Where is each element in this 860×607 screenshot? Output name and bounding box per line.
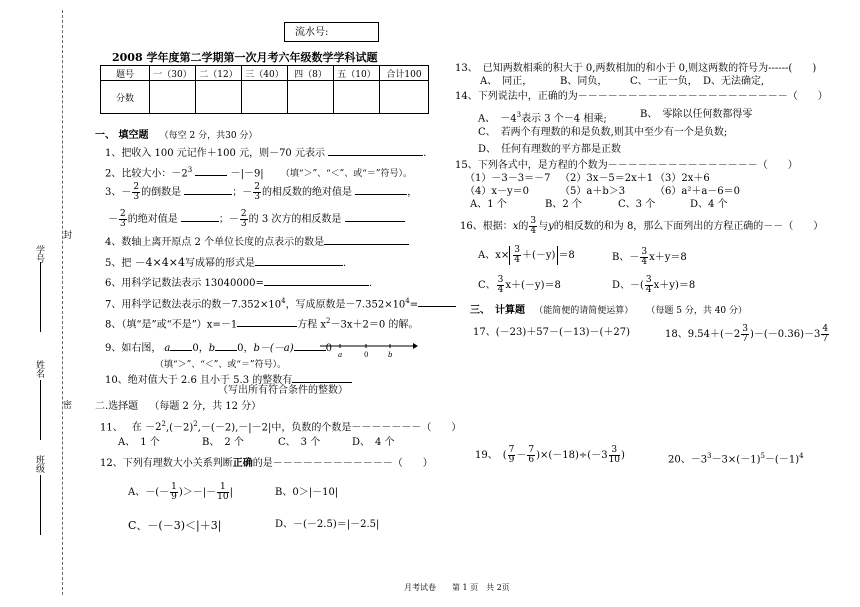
q16-frac-den: 4 (530, 226, 537, 236)
q15-option-c[interactable]: C、3 个 (618, 199, 656, 210)
q19-text-d: ) (621, 450, 625, 461)
q3-blank-2[interactable] (355, 184, 407, 195)
q19-frac-num: 3 (609, 446, 620, 456)
q14-a-text-1: A、 －4 (478, 113, 517, 125)
q16-a-frac (513, 246, 521, 265)
side-line-xuehao (40, 262, 41, 332)
q16-text-a: 16、根据： (460, 221, 513, 232)
q9-blank-2[interactable] (215, 340, 237, 351)
q15-option-d[interactable]: D、4 个 (690, 199, 728, 210)
q5-expr: －4×4×4 (134, 256, 185, 269)
q3-frac-num: 2 (240, 209, 247, 219)
side-label-banji: 班级 (34, 455, 44, 473)
question-3-line2: － $\frac{2}{3}$ 的绝对值是 ；－ $\frac{2}{3}$ 的 3 次方的相反数是 (108, 210, 405, 229)
q11-exp-1: 2 (161, 420, 166, 428)
question-14: 14、下列说法中，正确的为－－－－－－－－－－－－－－－－－－－－－（ ） (455, 91, 828, 102)
q3-frac-a (132, 183, 140, 202)
q19-frac-79 (508, 446, 516, 465)
q5-blank[interactable] (255, 255, 343, 266)
q16-a-text-1: A、x× (478, 250, 510, 261)
q1-text: 1、把收入 100 元记作＋100 元，则－70 元表示 (105, 148, 325, 159)
score-cell[interactable] (150, 81, 196, 114)
q16-option-a[interactable] (478, 246, 575, 265)
score-table (100, 65, 429, 114)
question-17: 17、(－23)＋57－(－13)－(＋27) (473, 327, 631, 338)
q14-a-text-3: 表示 3 个－4 相乘; (521, 113, 607, 125)
q16-c-text-1: C、 (478, 280, 496, 291)
q3-blank-4[interactable] (345, 211, 405, 222)
q5-text-a: 5、把 (105, 258, 132, 269)
q3-frac-c (119, 210, 127, 229)
q2-text: 2、比较大小：－2 (105, 168, 188, 180)
score-cell[interactable] (380, 81, 429, 114)
q8-text-a: 8、（填“是”或“不是”）x=－1 (105, 319, 238, 331)
q9-text-a: 9、如右图， (105, 343, 162, 354)
section3-title: 三、 计算题 (470, 305, 525, 316)
q9-var-b: b (208, 343, 216, 354)
q15-item-5: （5）a＋b＞3 (560, 186, 626, 197)
q3-neg-2: － (242, 187, 253, 198)
q2-exponent: 3 (187, 166, 193, 174)
q8-text-b: 方程 x (297, 319, 327, 331)
q16-d-text-2: x＋y)＝8 (653, 280, 696, 291)
q11-exp-2: 2 (193, 420, 198, 428)
side-label-mi: 密 (61, 400, 71, 409)
q20-text-a: 20、－3 (668, 454, 708, 466)
q7-text-a: 7、用科学记数法表示的数－7.352×10 (105, 299, 282, 311)
score-header-cell: 三（40） (242, 66, 288, 81)
binding-line (62, 10, 63, 595)
q3-frac-b (253, 183, 261, 202)
section1-title: 一、 填空题 (95, 130, 149, 141)
q12-option-a[interactable] (128, 483, 233, 502)
q4-blank[interactable] (324, 234, 409, 245)
q3-frac-den: 3 (254, 192, 261, 202)
q16-frac-den: 4 (514, 255, 520, 265)
score-header-cell: 二（12） (196, 66, 242, 81)
side-label-feng: 封 (61, 230, 71, 239)
q7-exp-1: 4 (281, 297, 286, 305)
section1-header (95, 130, 257, 142)
q18-frac-den: 7 (822, 334, 829, 344)
section3-header (470, 305, 747, 317)
q16-text-f: 的相反数的和为 8，那么下面列出的方程正确的－－（ ） (553, 221, 824, 232)
section2-title: 二.选择题 (95, 401, 139, 412)
q16-frac-num: 3 (530, 216, 537, 226)
q9-var-a: a (164, 343, 171, 354)
score-header-cell: 合计100 (380, 66, 429, 81)
score-cell[interactable] (334, 81, 380, 114)
q11-option-c[interactable]: C、 3 个 (278, 437, 321, 448)
q7-exp-2: 4 (405, 297, 410, 305)
q18-frac-47 (821, 325, 829, 344)
q20-exp-1: 3 (707, 452, 712, 460)
q12-a-text-3: | (229, 487, 233, 498)
q20-text-e: －(－1) (764, 454, 800, 466)
question-20 (668, 450, 804, 466)
q11-option-a[interactable]: A、 1 个 (118, 437, 160, 448)
q19-text-b: － (516, 450, 527, 461)
q3-text-c: 的相反数的绝对值是 (262, 187, 353, 198)
q19-frac-num: 7 (528, 445, 535, 455)
q11-text-b: 在 －2 (131, 422, 162, 434)
q16-frac-den: 4 (645, 285, 652, 295)
q19-frac-num: 7 (508, 445, 515, 455)
score-cell[interactable] (242, 81, 288, 114)
q16-c-frac (497, 276, 505, 295)
q19-frac-76 (527, 446, 535, 465)
q2-expr: －|－9| (230, 168, 264, 180)
side-label-xuehao: 学号 (34, 245, 44, 263)
q14-option-c[interactable]: C、 若两个有理数的和是负数,则其中至少有一个是负数; (478, 127, 728, 138)
q12-frac-num: 1 (217, 483, 228, 493)
question-19 (475, 446, 625, 465)
q3-blank-1[interactable] (184, 184, 232, 195)
q19-frac-den: 9 (508, 455, 515, 465)
side-line-xingming (40, 380, 41, 440)
q19-frac-den: 6 (528, 455, 535, 465)
q15-option-b[interactable]: B、2 个 (545, 199, 582, 210)
q16-frac-num: 3 (497, 275, 504, 285)
q15-item-6: （6）a²＋a－6＝0 (655, 186, 741, 197)
q15-item-2: （2）3x－5＝2x＋1 (560, 173, 654, 184)
q18-frac-den: 7 (742, 334, 748, 344)
q10-text: 10、绝对值大于 2.6 且小于 5.3 的整数有 (105, 375, 293, 386)
q12-frac-19 (170, 483, 178, 502)
question-5: 5、把 －4×4×4写成幂的形式是 . (105, 256, 347, 269)
q3-text-d: 的绝对值是 (127, 214, 178, 225)
q19-frac-den: 10 (608, 455, 621, 465)
q9-text-c: 0， (192, 343, 209, 354)
q3-neg-4: － (228, 214, 239, 225)
q11-number: 11、 (100, 422, 123, 434)
exam-title: 2008 学年度第二学期第一次月考六年级数学学科试题 (112, 51, 378, 64)
question-4 (105, 234, 409, 249)
q3-text-e: 的 3 次方的相反数是 (248, 214, 342, 225)
q18-frac-num: 4 (822, 324, 829, 334)
q11-text-d: ,(－2) (165, 422, 194, 434)
q19-text-a: 19、 ( (475, 450, 507, 461)
q9-text-g: 0 (325, 343, 333, 354)
q18-text-b: )－(－0.36)－3 (750, 329, 821, 340)
question-2 (105, 164, 412, 180)
question-9 (105, 340, 332, 355)
q14-a-exp: 3 (516, 111, 522, 119)
q8-exp: 2 (326, 317, 331, 325)
q20-exp-2: 5 (760, 452, 765, 460)
q12-frac-110 (217, 483, 228, 502)
q3-frac-den: 3 (133, 192, 140, 202)
q16-d-text-1: D、－( (612, 280, 644, 291)
q7-blank[interactable] (418, 296, 456, 307)
q3-text-b: 的倒数是 (141, 187, 182, 198)
q12-text-c: 的是－－－－－－－－－－－－（ ） (252, 458, 433, 469)
section2-header (95, 401, 261, 413)
q12-option-c[interactable]: C、－(－3)＜|＋3| (128, 519, 222, 532)
q20-exp-3: 4 (799, 452, 804, 460)
q9-axis-b: b (388, 351, 393, 359)
q15-item-1: （1）－3－3＝－7 (465, 173, 551, 184)
q9-blank-1[interactable] (170, 340, 192, 351)
q15-option-a[interactable]: A、1 个 (470, 199, 507, 210)
q13-option-a[interactable]: A、 同正， (480, 76, 533, 87)
q12-text-a: 12、下列有理数大小关系判断 (100, 458, 233, 469)
q18-text-a: 18、9.54＋(－2 (665, 329, 741, 340)
q16-frac-num: 3 (641, 247, 648, 257)
q16-var-y: y (548, 221, 554, 232)
q16-frac-num: 3 (645, 275, 652, 285)
side-label-xingming: 姓名 (34, 360, 44, 378)
q3-frac-num: 2 (120, 209, 126, 219)
score-cell[interactable] (288, 81, 334, 114)
q16-a-text-2: ＋(－y) (521, 250, 556, 261)
q16-option-c[interactable] (478, 276, 561, 295)
q16-c-text-2: x＋(－y)＝8 (505, 280, 561, 291)
q11-text-f: ,－(－2),－|－2|中，负数的个数是－－－－－－－（ ） (197, 422, 462, 434)
q13-option-c[interactable]: C、一正一负， (630, 76, 698, 87)
score-cell[interactable] (196, 81, 242, 114)
q16-frac-den: 4 (641, 257, 648, 267)
q12-option-b[interactable]: B、0＞|－10| (275, 487, 339, 498)
q3-frac-d (240, 210, 248, 229)
question-13: 13、 已知两数相乘的积大于 0,两数相加的和小于 0,则这两数的符号为------( ) (455, 63, 817, 74)
question-3-line1: 3、－ $\frac{2}{3}$ 的倒数是 ；－ $\frac{2}{3}$ 的相反数的绝对值是 ， (105, 182, 418, 202)
section2-note: （每题 2 分，共 12 分） (149, 401, 262, 412)
q20-text-c: －3×(－1) (711, 454, 761, 466)
q14-option-b[interactable]: B、 零除以任何数都得零 (640, 109, 753, 120)
question-8 (105, 315, 418, 331)
q15-item-3: （3）2x＋6 (655, 173, 710, 184)
q19-frac-310 (609, 446, 620, 465)
q16-var-x: x (512, 221, 519, 232)
q16-option-d[interactable] (612, 276, 695, 295)
q3-blank-3[interactable] (181, 211, 219, 222)
q8-blank[interactable] (237, 316, 297, 327)
q7-text-e: = (409, 299, 419, 311)
q16-option-b[interactable] (612, 248, 687, 267)
section3-note-1: （能简便的请简便运算） (534, 306, 634, 316)
q12-frac-num: 1 (171, 482, 177, 492)
q9-axis-zero: 0 (364, 351, 369, 359)
q10-blank[interactable] (292, 372, 352, 383)
q12-text-bold: 正确 (232, 458, 253, 469)
q16-frac-34 (529, 217, 537, 236)
q16-b-text-2: x＋y＝8 (649, 252, 687, 263)
score-row-label: 分数 (101, 81, 150, 114)
q5-text-b: 写成幂的形式是 (185, 258, 255, 269)
q13-option-d[interactable]: D、无法确定, (703, 76, 765, 87)
q16-text-d: 与 (538, 221, 549, 232)
q3-frac-den: 3 (240, 219, 247, 229)
question-6: 6、用科学记数法表示 13040000= . (105, 275, 372, 290)
question-11 (100, 418, 461, 434)
q3-frac-num: 2 (133, 182, 140, 192)
q16-a-text-3: ＝8 (558, 250, 575, 261)
question-7 (105, 295, 456, 311)
score-header-cell: 四（8） (288, 66, 334, 81)
q12-frac-den: 9 (171, 492, 177, 502)
q19-text-c: )×(－18)÷(－3 (536, 450, 608, 461)
q7-text-c: ，写成原数是－7.352×10 (285, 299, 406, 311)
q3-neg-3: － (108, 214, 118, 225)
q18-frac-37 (741, 325, 749, 344)
q11-option-b[interactable]: B、 2 个 (202, 437, 244, 448)
q9-note: （填“＞”、“＜”、或“＝”符号）。 (155, 360, 287, 370)
q13-option-b[interactable]: B、同负， (560, 76, 608, 87)
q3-number: 3、 (105, 187, 122, 198)
score-header-cell: 题号 (101, 66, 150, 81)
q16-frac-num: 3 (514, 245, 520, 255)
q14-option-a[interactable] (478, 109, 607, 125)
serial-number-box[interactable]: 流水号: (284, 22, 379, 42)
page-footer: 月考试卷 第 1 页 共 2页 (404, 583, 510, 592)
score-header-cell: 五（10） (334, 66, 380, 81)
question-15: 15、下列各式中，是方程的个数为－－－－－－－－－－－－－－－（ ） (455, 160, 798, 171)
side-line-banji (40, 475, 41, 535)
q9-text-e: 0， (237, 343, 254, 354)
q9-axis-a: a (338, 351, 343, 359)
q2-note: （填“＞”、“＜”、或“＝”符号）。 (280, 169, 412, 180)
question-16 (460, 217, 823, 236)
q8-text-d: －3x＋2＝0 的解。 (330, 319, 419, 331)
q16-b-text-1: B、－ (612, 252, 640, 263)
q12-frac-den: 10 (217, 492, 229, 502)
q16-text-c: 的 (518, 221, 529, 232)
q14-option-d[interactable]: D、 任何有理数的平方都是正数 (478, 144, 622, 155)
question-18 (665, 325, 830, 344)
q9-expr: b－(－a) (253, 343, 294, 354)
question-12 (100, 458, 433, 470)
question-1: 1、把收入 100 元记作＋100 元，则－70 元表示 . (105, 145, 426, 160)
q12-option-d[interactable]: D、－(－2.5)＝|－2.5| (275, 519, 380, 530)
q3-neg: － (121, 187, 132, 198)
q6-text: 6、用科学记数法表示 13040000= (105, 278, 264, 289)
q18-frac-num: 3 (742, 324, 748, 334)
q12-a-text-1: A、－(－ (128, 487, 170, 498)
q11-option-d[interactable]: D、 4 个 (352, 437, 395, 448)
q16-b-frac (640, 248, 648, 267)
q16-d-frac (645, 276, 653, 295)
q16-frac-den: 4 (497, 285, 504, 295)
q10-note: （写出所有符合条件的整数） (218, 385, 348, 396)
q15-item-4: （4）x－y＝0 (465, 186, 530, 197)
q3-frac-den: 3 (120, 219, 126, 229)
section3-note-2: （每题 5 分，共 40 分） (646, 306, 748, 316)
q6-blank[interactable] (264, 275, 369, 286)
q2-blank[interactable] (195, 165, 227, 176)
section1-note: （每空 2 分，共30 分） (159, 131, 258, 141)
q12-a-text-2: )＞－|－ (178, 487, 217, 498)
score-header-cell: 一（30） (150, 66, 196, 81)
q1-blank[interactable] (328, 145, 423, 156)
q4-text: 4、数轴上离开原点 2 个单位长度的点表示的数是 (105, 237, 325, 248)
q16-a-bracket (509, 246, 558, 265)
q3-frac-num: 2 (254, 182, 261, 192)
